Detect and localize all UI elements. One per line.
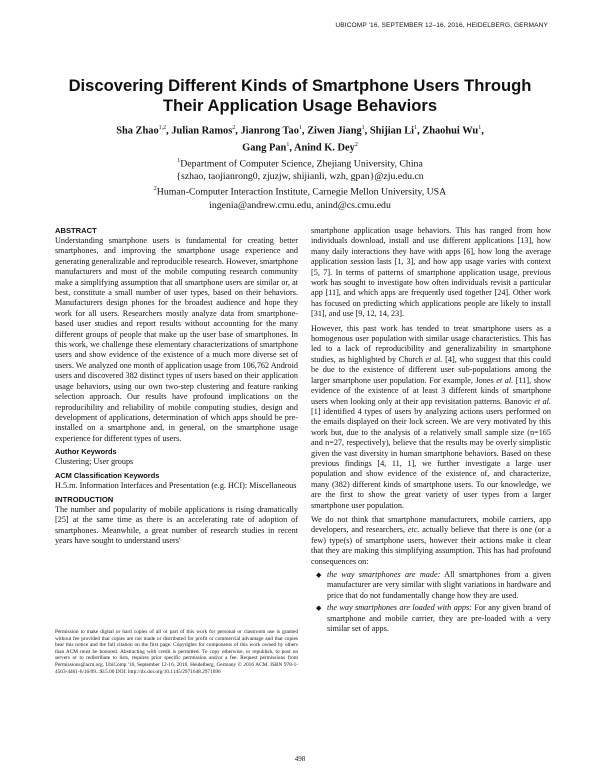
- body-paragraph-1: smartphone application usage behaviors. This has ranged from how individuals download, install and use different applications [13], how many daily interactions they have with apps [6], how long the average application session lasts [1, 3], and how app usage varies with context [5, 7]. In terms of patterns of smartphone application usage, previous work has sought to investigate how often individuals revisit a particular app [11], and which apps are frequently used together [24]. Other work has focused on predicting which applications people are likely to install [31], and use [9, 12, 14, 23].: [311, 226, 551, 319]
- text-run: [11], show evidence of the existence of at least 3 different kinds of smartphone users when looking only at their app revisitation patterns. Banovic: [311, 375, 552, 406]
- list-item-text: All smartphones from a given manufacturer are very similar with slight variations in hardware and price that do not fundamentally change how they are used.: [327, 570, 551, 600]
- author-name: Zhaohui Wu: [422, 125, 479, 137]
- body-paragraph-2: [311, 324, 551, 511]
- author-affiliation-mark: 1: [414, 125, 418, 131]
- page-number: 498: [294, 755, 306, 763]
- affiliation-mark: 2: [153, 186, 157, 193]
- author-affiliation-mark: 1: [298, 125, 302, 131]
- text-run: [4], who suggest that this could be due to the existence of different user sub-populations among the larger smartphone user population. For example, Jones: [311, 354, 551, 385]
- affiliation-2: [50, 183, 550, 198]
- title-line-2: Their Application Usage Behaviors: [162, 96, 438, 115]
- affiliations: [50, 155, 550, 212]
- consequence-list: [311, 570, 551, 634]
- affiliation-mark: 1: [177, 158, 181, 164]
- author-affiliation-mark: 2: [354, 142, 358, 149]
- author-list: [50, 121, 550, 156]
- affiliation-1: [50, 155, 550, 170]
- acm-classification-text: H.5.m. Information Interfaces and Presentation (e.g. HCI): Miscellaneous: [55, 480, 297, 490]
- author-name: Sha Zhao: [116, 125, 159, 137]
- affiliation-2-emails: ingenia@andrew.cmu.edu, anind@cs.cmu.edu: [209, 199, 391, 211]
- author-name: Julian Ramos: [171, 125, 233, 137]
- author-name: Ziwen Jiang: [307, 125, 362, 137]
- list-item: [316, 570, 551, 601]
- list-item-lead: the way smartphones are loaded with apps:: [327, 603, 472, 613]
- title-line-1: Discovering Different Kinds of Smartphone Users Through: [68, 76, 532, 95]
- paper-title: [30, 76, 570, 116]
- author-affiliation-mark: 1: [478, 125, 482, 131]
- author-line-2: Gang Pan$^1$, Anind K. Dey$^2$: [242, 142, 358, 154]
- abstract-heading: ABSTRACT: [55, 226, 97, 235]
- text-run: We do not think that smartphone manufacturers, mobile carriers, app developers, and researchers,: [311, 514, 551, 535]
- etal-run: et al.: [534, 396, 551, 406]
- affiliation-1-emails: {szhao, taojianrong0, zjuzjw, shijianli, wzh, gpan}@zju.edu.cn: [176, 171, 424, 183]
- diamond-bullet-icon: ◆: [316, 571, 322, 579]
- acm-classification-heading: ACM Classification Keywords: [55, 470, 160, 480]
- etal-run: et al.: [425, 354, 443, 364]
- copyright-footnote: Permission to make digital or hard copies of all or part of this work for personal or classroom use is granted without fee provided that copies are not made or distributed for profit or commercial advantage and that copies bear this notice and the full citation on the first page. Copyrights for components of this work owned by others than ACM must be honored. Abstracting with credit is permitted. To copy otherwise, or republish, to post on servers or to redistribute to lists, requires prior specific permission and/or a fee. Request permissions from Permissions@acm.org. UbiComp '16, September 12-16, 2016, Heidelberg, Germany © 2016 ACM. ISBN 978-1-4503-4461-6/16/09...$15.00 DOI: http://dx.doi.org/10.1145/2971648.2971696: [55, 629, 298, 675]
- author-affiliation-mark: 1: [361, 125, 365, 131]
- author-affiliation-mark: 2: [232, 125, 236, 131]
- author-keywords-heading: Author Keywords: [55, 447, 117, 457]
- list-item-text: For any given brand of smartphone and mobile carrier, they are pre-loaded with a very similar set of apps.: [327, 603, 551, 634]
- introduction-paragraph: The number and popularity of mobile applications is rising dramatically [25] at the same time as there is an accelerating rate of adoption of smartphones. Meanwhile, a great number of research studies in recent years have sought to understand users': [55, 504, 298, 546]
- text-run: [1] identified 4 types of users by analyzing actions users performed on the emails displayed on their lock screen. We are very motivated by this work but, due to the analysis of a relatively small sample size (n=165 and n=27, respectively), believe that the results may be overly simplistic given the vast diversity in human smartphone behaviors. Based on these previous findings [4, 11, 1], we further investigate a large user population and show evidence of the existence of, and characterize, many (382) different kinds of smartphone users. To our knowledge, we are the first to show the great variety of user types from a larger smartphone user population.: [311, 406, 551, 510]
- etc-run: etc.: [407, 525, 420, 535]
- author-line-1: Sha Zhao$^{1,2}$, Julian Ramos$^2$, Jianrong Tao$^1$, Ziwen Jiang$^1$, Shijian Li$^1$, Zhaohui Wu$^1$,: [116, 125, 484, 137]
- left-column: [55, 226, 298, 547]
- affiliation-name: Human-Computer Interaction Institute, Carnegie Mellon University, USA: [156, 186, 447, 198]
- list-item: [316, 603, 551, 634]
- running-header: UBICOMP '16, SEPTEMBER 12–16, 2016, HEIDELBERG, GERMANY: [335, 22, 548, 29]
- abstract-text: Understanding smartphone users is fundamental for creating better smartphones, and improving the smartphone usage experience and generating generalizable and reproducible research. However, smartphone manufacturers and most of the mobile computing research community make a simplifying assumption that all smartphone users are similar or, at best, constitute a small number of user types, based on their behaviors. Manufacturers design phones for the broadest audience and hope they work for all users. Researchers mostly analyze data from smartphone-based user studies and report results without accounting for the many different groups of people that make up the user base of smartphones. In this work, we challenge these elementary characterizations of smartphone users and show evidence of the existence of a much more diverse set of users. We analyzed one month of application usage from 106,762 Android users and discovered 382 distinct types of users based on their application usage behaviors, using our own two-step clustering and feature ranking selection approach. Our results have profound implications on the reproducibility and reliability of mobile computing studies, design and development of applications, determination of which apps should be pre-installed on a smartphone and, in general, on the smartphone usage experience for different types of users.: [55, 236, 298, 443]
- etal-run: et al.: [496, 375, 514, 385]
- author-keywords-text: Clustering; User groups: [55, 457, 134, 467]
- text-run: However, this past work has tended to treat smartphone users as a homogenous user population with similar usage characteristics. This has led to a lack of reproducibility and generalizability in smartphone studies, as highlighted by Church: [311, 323, 551, 364]
- author-name: Gang Pan: [242, 142, 287, 154]
- diamond-bullet-icon: ◆: [316, 604, 322, 613]
- list-item-lead: the way smartphones are made:: [327, 570, 441, 579]
- text-run: actually believe that there is one (or a few) type(s) of smartphone users, however their actions make it clear that they are making this simplifying assumption. This has had profound consequences on:: [311, 525, 551, 566]
- right-column: [311, 226, 551, 636]
- author-affiliation-mark: 1: [286, 142, 290, 149]
- author-name: Jianrong Tao: [240, 125, 299, 137]
- author-affiliation-mark: 1,2: [158, 125, 167, 131]
- affiliation-name: Department of Computer Science, Zhejiang University, China: [180, 158, 423, 170]
- body-paragraph-3: [311, 515, 551, 567]
- author-name: Shijian Li: [369, 125, 415, 137]
- introduction-heading: INTRODUCTION: [55, 494, 114, 504]
- author-name: Anind K. Dey: [293, 142, 355, 154]
